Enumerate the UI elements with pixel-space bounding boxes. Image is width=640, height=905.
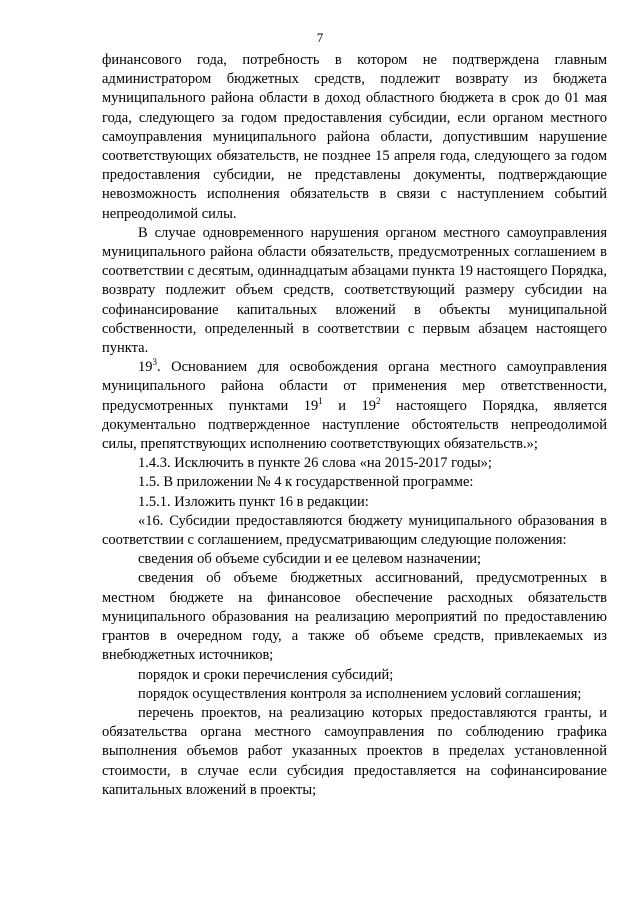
superscript: 3	[152, 357, 157, 368]
paragraph: 1.4.3. Исключить в пункте 26 слова «на 2015-2017 годы»;	[138, 455, 492, 472]
document-body	[102, 51, 607, 800]
paragraph: 1.5.1. Изложить пункт 16 в редакции:	[138, 493, 369, 510]
page-number: 7	[316, 30, 324, 45]
paragraph: финансового года, потребность в котором не подтверждена главным администратором бюджетных средств, подлежит возврату из бюджета муниципального района области в доход областного бюджета в срок до 01 мая года, следующего за годом предоставления субсидии, если органом местного самоуправления муниципального района области, допустившим нарушение соответствующих обязательств, не позднее 15 апреля года, следующего за годом предоставления субсидии, не представлены документы, подтверждающие невозможность исполнения обязательств в связи с наступлением событий непреодолимой силы.	[102, 52, 607, 222]
paragraph: порядок и сроки перечисления субсидий;	[138, 666, 394, 683]
paragraph: В случае одновременного нарушения органом местного самоуправления муниципального района области обязательств, предусмотренных соглашением в соответствии с десятым, одиннадцатым абзацами пункта 19 настоящего Порядка, возврату подлежит объем средств, соответствующий размеру субсидии на софинансирование капитальных вложений в объекты муниципальной собственности, определенный в соответствии с первым абзацем настоящего пункта.	[102, 224, 607, 357]
paragraph	[102, 358, 607, 454]
paragraph: порядок осуществления контроля за исполнением условий соглашения;	[138, 685, 582, 702]
text-run: настоящего Порядка, является документально подтвержденное наступление обстоятельств непреодолимой силы, препятствующих исполнению соответствующих обязательств.»;	[102, 397, 607, 453]
paragraph: сведения об объеме бюджетных ассигнований, предусмотренных в местном бюджете на финансовое обеспечение расходных обязательств муниципального образования на реализацию мероприятий по предоставлению грантов в очередном году, а также об объеме средств, привлекаемых из внебюджетных источников;	[102, 570, 607, 664]
text-run: . Основанием для освобождения органа местного самоуправления муниципального района области от применения мер ответственности, предусмотренных пунктами 19	[102, 359, 607, 414]
text-run: и 19	[322, 397, 376, 414]
superscript: 1	[318, 395, 323, 406]
paragraph: 1.5. В приложении № 4 к государственной программе:	[138, 474, 474, 491]
superscript: 2	[375, 395, 381, 406]
paragraph: «16. Субсидии предоставляются бюджету муниципального образования в соответствии с соглашением, предусматривающим следующие положения:	[102, 512, 607, 549]
paragraph: перечень проектов, на реализацию которых предоставляются гранты, и обязательства органа местного самоуправления по соблюдению графика выполнения объемов работ указанных проектов в пределах установленной стоимости, в случае если субсидия предоставляется на софинансирование капитальных вложений в проекты;	[102, 704, 607, 798]
text-run: 19	[138, 359, 153, 376]
paragraph: сведения об объеме субсидии и ее целевом назначении;	[138, 551, 482, 568]
